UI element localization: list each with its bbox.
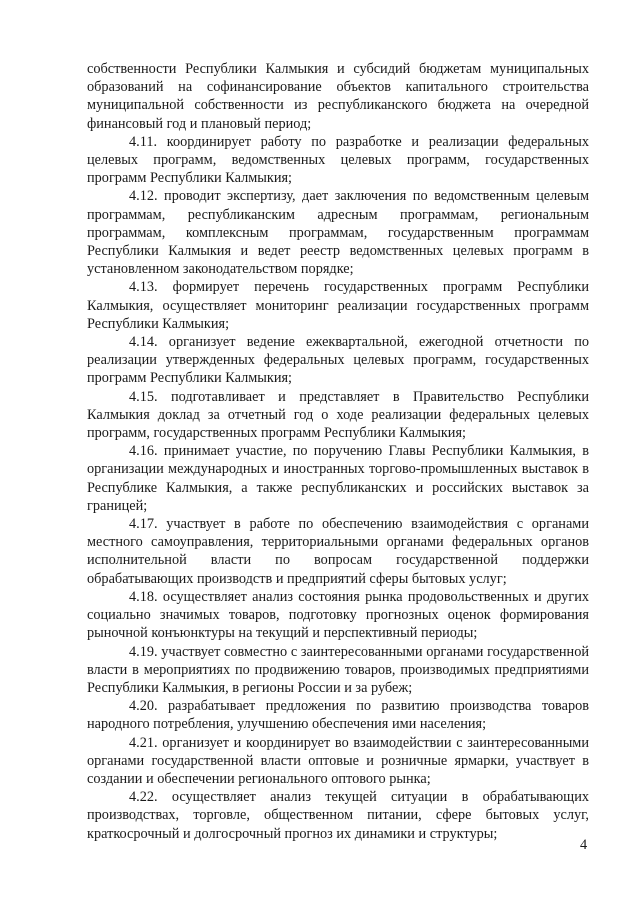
paragraph-4-18: 4.18. осуществляет анализ состояния рынка продовольственных и других социально значимых товаров, подготовку прогнозных оценок формирования рыночной конъюнктуры на текущий и перспективный периоды;	[87, 588, 589, 642]
paragraph-4-11: 4.11. координирует работу по разработке и реализации федеральных целевых программ, ведомственных целевых программ, государственных программ Республики Калмыкия;	[87, 133, 589, 187]
paragraph-4-22: 4.22. осуществляет анализ текущей ситуации в обрабатывающих производствах, торговле, общественном питании, сфере бытовых услуг, краткосрочный и долгосрочный прогноз их динамики и структуры;	[87, 789, 589, 842]
paragraph-4-13: 4.13. формирует перечень государственных программ Республики Калмыкия, осуществляет мониторинг реализации государственных программ Республики Калмыкия;	[87, 279, 589, 332]
paragraph-4-19: 4.19. участвует совместно с заинтересованными органами государственной власти в мероприятиях по продвижению товаров, производимых предприятиями Республики Калмыкия, в регионы России и за рубеж;	[87, 643, 589, 696]
page-number: 4	[580, 837, 588, 853]
paragraph-4-12: 4.12. проводит экспертизу, дает заключения по ведомственным целевым программам, республиканским адресным программам, региональным программам, комплексным программам, государственным программам Республики Калмыкия и ведет реестр ведомственных целевых программ в установленном законодательством порядке;	[87, 188, 589, 278]
paragraph-4-17: 4.17. участвует в работе по обеспечению взаимодействия с органами местного самоуправления, территориальными органами федеральных органов исполнительной власти по вопросам государственной поддержки обрабатывающих производств и предприятий сферы бытовых услуг;	[87, 516, 589, 587]
paragraph-4-16: 4.16. принимает участие, по поручению Главы Республики Калмыкия, в организации международных и иностранных торгово-промышленных выставок в Республике Калмыкия, а также республиканских и российских выставок за границей;	[87, 443, 589, 514]
paragraph-4-14: 4.14. организует ведение ежеквартальной, ежегодной отчетности по реализации утвержденных федеральных целевых программ, государственных программ Республики Калмыкия;	[87, 334, 589, 387]
paragraph-4-20: 4.20. разрабатывает предложения по развитию производства товаров народного потребления, улучшению обеспечения ими населения;	[87, 698, 589, 733]
paragraph-continuation: собственности Республики Калмыкия и субсидий бюджетам муниципальных образований на софинансирование объектов капитального строительства муниципальной собственности из республиканского бюджета на очередной финансовый год и плановый период;	[87, 61, 589, 132]
paragraph-4-15: 4.15. подготавливает и представляет в Правительство Республики Калмыкия доклад за отчетный год о ходе реализации федеральных целевых программ, государственных программ Республики Калмыкия;	[87, 388, 589, 442]
document-body	[87, 60, 589, 843]
paragraph-4-21: 4.21. организует и координирует во взаимодействии с заинтересованными органами государственной власти оптовые и розничные ярмарки, участвует в создании и обеспечении регионального оптового рынка;	[87, 734, 589, 787]
